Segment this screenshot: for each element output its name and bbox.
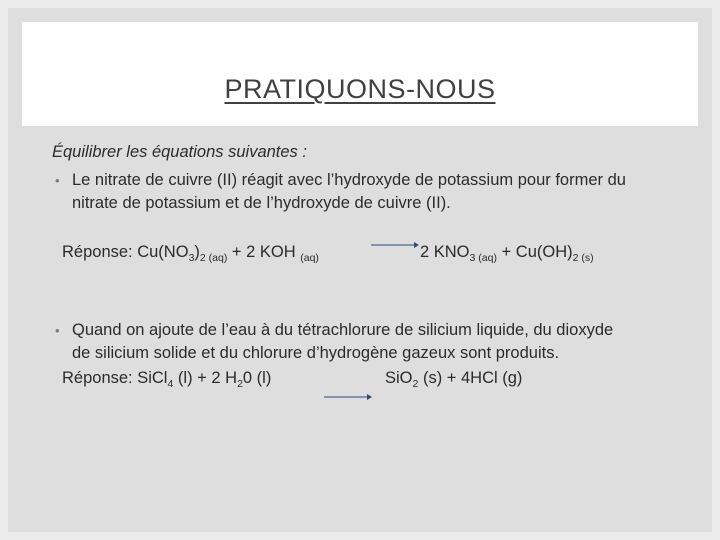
reaction-arrow-icon — [370, 240, 420, 250]
reaction-arrow-icon — [323, 392, 373, 402]
answer-2-products — [385, 368, 522, 395]
bullet-icon: • — [55, 323, 60, 338]
instructions-text: Équilibrer les équations suivantes : — [52, 143, 307, 161]
formula-part: + Cu(OH) — [496, 243, 573, 261]
bullet-icon: • — [55, 173, 60, 188]
subscript: (aq) — [300, 252, 319, 264]
bullet-1-line-1: Le nitrate de cuivre (II) réagit avec l’hydroxyde de potassium pour former du — [72, 171, 626, 189]
subscript: 4 — [167, 378, 174, 390]
answer-1-label: Réponse: Cu(NO — [62, 243, 189, 261]
answer-2-reactants — [62, 368, 271, 395]
formula-part: 0 (l) — [242, 369, 272, 387]
subscript: 2 — [412, 378, 419, 390]
formula-part: + 2 KOH — [227, 243, 301, 261]
bullet-1-line-2: nitrate de potassium et de l’hydroxyde de cuivre (II). — [72, 194, 451, 212]
bullet-2-line-1: Quand on ajoute de l’eau à du tétrachlorure de silicium liquide, du dioxyde — [72, 321, 614, 339]
formula-part: ) — [194, 243, 200, 261]
answer-1-reactants — [62, 242, 319, 269]
formula-part: 2 KNO — [420, 243, 470, 261]
answer-1-products — [420, 242, 594, 269]
subscript: 3 — [188, 252, 195, 264]
slide-title: PRATIQUONS-NOUS — [224, 74, 496, 104]
subscript: 2 (s) — [572, 252, 594, 264]
bullet-2-line-2: de silicium solide et du chlorure d’hydrogène gazeux sont produits. — [72, 344, 560, 362]
formula-part: SiO — [385, 369, 413, 387]
answer-2-label: Réponse: SiCl — [62, 369, 168, 387]
subscript: 3 (aq) — [469, 252, 497, 264]
formula-part: (s) + 4HCl (g) — [418, 369, 523, 387]
title-box — [22, 22, 698, 126]
formula-part: (l) + 2 H — [173, 369, 238, 387]
subscript: 2 (aq) — [199, 252, 228, 264]
subscript: 2 — [237, 378, 243, 390]
